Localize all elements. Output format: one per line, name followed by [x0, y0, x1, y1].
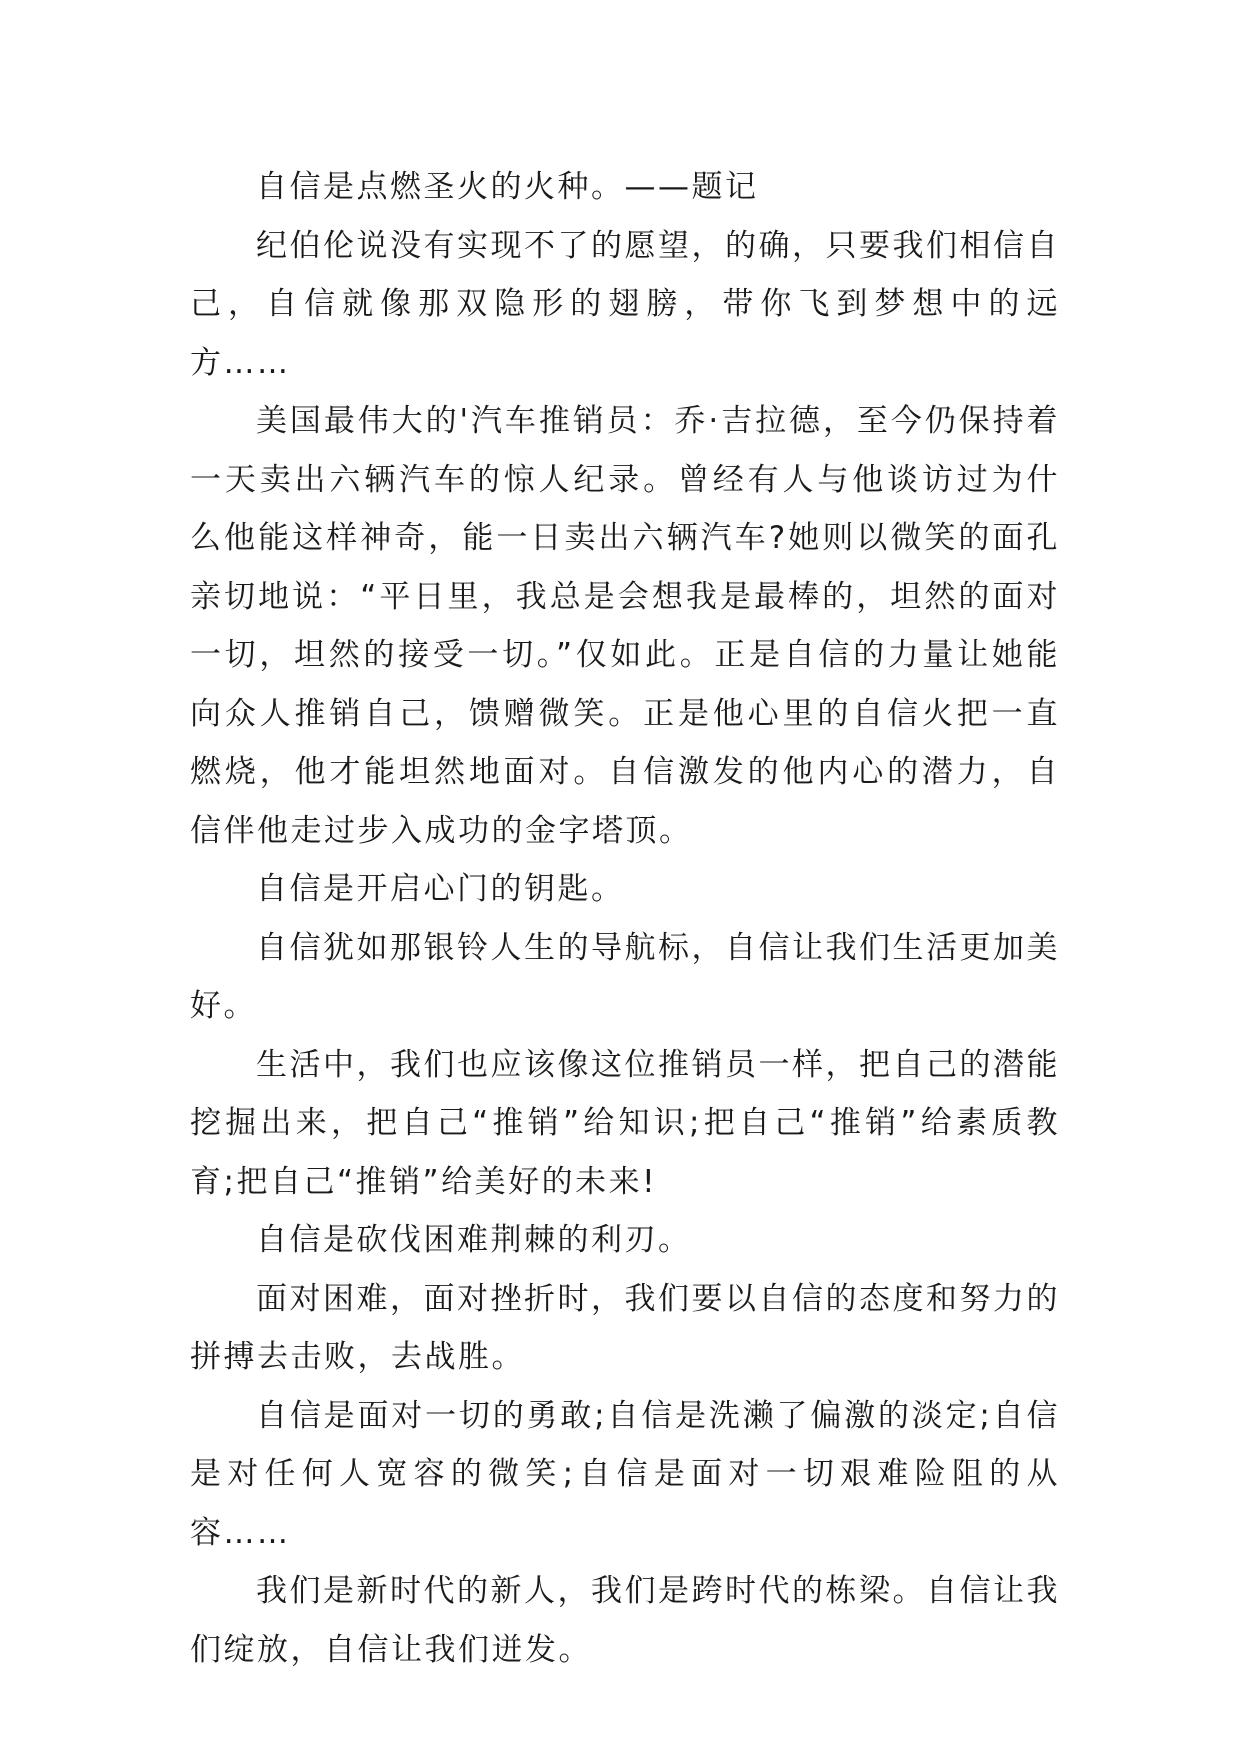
paragraph: 面对困难，面对挫折时，我们要以自信的态度和努力的拼搏去击败，去战胜。 — [190, 1280, 1060, 1375]
paragraph-epigraph: 自信是点燃圣火的火种。——题记 — [256, 169, 759, 205]
paragraph: 自信是面对一切的勇敢;自信是洗濑了偏激的淡定;自信是对任何人宽容的微笑;自信是面对一切艰难险阻的从容…… — [190, 1397, 1060, 1551]
paragraph: 纪伯伦说没有实现不了的愿望，的确，只要我们相信自己，自信就像那双隐形的翅膀，带你飞到梦想中的远方…… — [190, 227, 1060, 381]
paragraph: 生活中，我们也应该像这位推销员一样，把自己的潜能挖掘出来，把自己“推销”给知识;把自己“推销”给素质教育;把自己“推销”给美好的未来! — [190, 1046, 1060, 1200]
paragraph: 自信是砍伐困难荆棘的利刃。 — [256, 1222, 692, 1258]
paragraph: 自信是开启心门的钥匙。 — [256, 871, 625, 907]
paragraph: 自信犹如那银铃人生的导航标，自信让我们生活更加美好。 — [190, 929, 1060, 1024]
paragraph: 美国最伟大的'汽车推销员：乔·吉拉德，至今仍保持着一天卖出六辆汽车的惊人纪录。曾经有人与他谈访过为什么他能这样神奇，能一日卖出六辆汽车?她则以微笑的面孔亲切地说：“平日里，我总是会想我是最棒的，坦然的面对一切，坦然的接受一切。”仅如此。正是自信的力量让她能向众人推销自己，馈赠微笑。正是他心里的自信火把一直燃烧，他才能坦然地面对。自信激发的他内心的潜力，自信伴他走过步入成功的金字塔顶。 — [190, 403, 1060, 849]
paragraph: 我们是新时代的新人，我们是跨时代的栋梁。自信让我们绽放，自信让我们迸发。 — [190, 1573, 1060, 1668]
document-body — [190, 158, 1060, 1679]
